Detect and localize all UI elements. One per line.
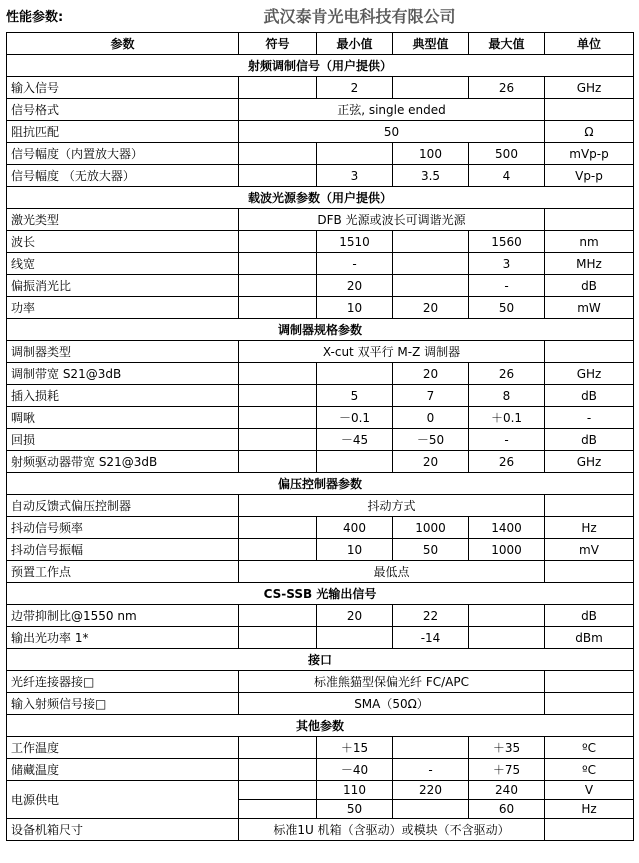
section-label: 射频调制信号（用户提供） <box>7 55 634 77</box>
param-min <box>317 143 393 165</box>
param-symbol <box>239 297 317 319</box>
param-max: 50 <box>469 297 545 319</box>
param-value: 标准熊猫型保偏光纤 FC/APC <box>239 671 545 693</box>
param-min: 400 <box>317 517 393 539</box>
param-min: 5 <box>317 385 393 407</box>
table-row <box>7 165 634 187</box>
param-unit: Hz <box>545 517 634 539</box>
param-unit: dB <box>545 429 634 451</box>
param-max: - <box>469 275 545 297</box>
table-row <box>7 517 634 539</box>
param-unit: mW <box>545 297 634 319</box>
param-typ: 7 <box>393 385 469 407</box>
param-typ: 220 <box>393 781 469 800</box>
section-label: 偏压控制器参数 <box>7 473 634 495</box>
param-label: 光纤连接器接□ <box>7 671 239 693</box>
param-typ <box>393 253 469 275</box>
table-row <box>7 693 634 715</box>
param-typ <box>393 800 469 819</box>
param-symbol <box>239 759 317 781</box>
param-label: 回损 <box>7 429 239 451</box>
table-row <box>7 341 634 363</box>
table-row <box>7 363 634 385</box>
table-section-row <box>7 649 634 671</box>
param-value: X-cut 双平行 M-Z 调制器 <box>239 341 545 363</box>
param-symbol <box>239 627 317 649</box>
param-label: 边带抑制比@1550 nm <box>7 605 239 627</box>
table-row <box>7 737 634 759</box>
param-label: 功率 <box>7 297 239 319</box>
param-label: 激光类型 <box>7 209 239 231</box>
param-label: 信号幅度 （无放大器） <box>7 165 239 187</box>
param-unit: nm <box>545 231 634 253</box>
param-unit <box>545 671 634 693</box>
param-label: 自动反馈式偏压控制器 <box>7 495 239 517</box>
param-max: - <box>469 429 545 451</box>
param-unit: GHz <box>545 451 634 473</box>
param-min: 20 <box>317 605 393 627</box>
param-typ: 3.5 <box>393 165 469 187</box>
table-row <box>7 429 634 451</box>
param-min: ＋15 <box>317 737 393 759</box>
table-row <box>7 77 634 99</box>
param-unit: GHz <box>545 363 634 385</box>
table-row <box>7 143 634 165</box>
param-label: 啁啾 <box>7 407 239 429</box>
param-label: 抖动信号振幅 <box>7 539 239 561</box>
param-unit: mVp-p <box>545 143 634 165</box>
param-label: 射频驱动器带宽 S21@3dB <box>7 451 239 473</box>
param-label: 预置工作点 <box>7 561 239 583</box>
param-typ: 100 <box>393 143 469 165</box>
param-symbol <box>239 451 317 473</box>
param-label: 工作温度 <box>7 737 239 759</box>
param-symbol <box>239 253 317 275</box>
param-value: 正弦, single ended <box>239 99 545 121</box>
param-unit: dBm <box>545 627 634 649</box>
table-section-row <box>7 55 634 77</box>
param-symbol <box>239 143 317 165</box>
param-unit: dB <box>545 275 634 297</box>
param-unit <box>545 693 634 715</box>
param-label: 抖动信号频率 <box>7 517 239 539</box>
param-typ: 0 <box>393 407 469 429</box>
param-label: 偏振消光比 <box>7 275 239 297</box>
column-header-symbol: 符号 <box>239 33 317 55</box>
param-unit: dB <box>545 385 634 407</box>
param-typ <box>393 275 469 297</box>
table-row <box>7 407 634 429</box>
param-min: 3 <box>317 165 393 187</box>
param-min: －45 <box>317 429 393 451</box>
param-label: 输入信号 <box>7 77 239 99</box>
column-header-unit: 单位 <box>545 33 634 55</box>
table-row <box>7 605 634 627</box>
param-unit <box>545 495 634 517</box>
param-max: 4 <box>469 165 545 187</box>
table-row <box>7 451 634 473</box>
param-value: SMA（50Ω） <box>239 693 545 715</box>
param-unit: ºC <box>545 759 634 781</box>
param-typ: 22 <box>393 605 469 627</box>
table-row <box>7 297 634 319</box>
param-typ <box>393 737 469 759</box>
param-typ: －50 <box>393 429 469 451</box>
param-unit <box>545 341 634 363</box>
param-unit <box>545 99 634 121</box>
param-unit: GHz <box>545 77 634 99</box>
param-typ: - <box>393 759 469 781</box>
param-max: 1000 <box>469 539 545 561</box>
param-label: 设备机箱尺寸 <box>7 819 239 841</box>
param-min <box>317 627 393 649</box>
param-label: 输出光功率 1* <box>7 627 239 649</box>
param-label: 信号幅度（内置放大器） <box>7 143 239 165</box>
param-value: DFB 光源或波长可调谐光源 <box>239 209 545 231</box>
table-row <box>7 671 634 693</box>
table-row <box>7 819 634 841</box>
param-value: 最低点 <box>239 561 545 583</box>
table-row <box>7 781 634 800</box>
company-name: 武汉泰肯光电科技有限公司 <box>263 7 456 26</box>
table-row <box>7 209 634 231</box>
param-symbol <box>239 165 317 187</box>
document-header <box>6 4 633 30</box>
param-min: - <box>317 253 393 275</box>
table-row <box>7 539 634 561</box>
param-unit <box>545 819 634 841</box>
table-header-row <box>7 33 634 55</box>
param-max: ＋35 <box>469 737 545 759</box>
param-value: 50 <box>239 121 545 143</box>
param-max: 1400 <box>469 517 545 539</box>
param-symbol <box>239 363 317 385</box>
param-max: 1560 <box>469 231 545 253</box>
section-label: 其他参数 <box>7 715 634 737</box>
param-symbol <box>239 231 317 253</box>
param-value: 标准1U 机箱（含驱动）或模块（不含驱动） <box>239 819 545 841</box>
param-typ: -14 <box>393 627 469 649</box>
param-label: 储藏温度 <box>7 759 239 781</box>
table-row <box>7 231 634 253</box>
column-header-param: 参数 <box>7 33 239 55</box>
param-label: 线宽 <box>7 253 239 275</box>
table-row <box>7 759 634 781</box>
param-typ: 50 <box>393 539 469 561</box>
table-row <box>7 627 634 649</box>
param-min: 110 <box>317 781 393 800</box>
param-unit: MHz <box>545 253 634 275</box>
table-row <box>7 495 634 517</box>
param-label: 波长 <box>7 231 239 253</box>
param-symbol <box>239 539 317 561</box>
table-row <box>7 561 634 583</box>
param-typ: 20 <box>393 451 469 473</box>
param-symbol <box>239 737 317 759</box>
param-max: 26 <box>469 451 545 473</box>
param-label: 阻抗匹配 <box>7 121 239 143</box>
param-symbol <box>239 407 317 429</box>
param-max: 3 <box>469 253 545 275</box>
table-row <box>7 121 634 143</box>
param-max: ＋75 <box>469 759 545 781</box>
param-unit: Hz <box>545 800 634 819</box>
param-unit: V <box>545 781 634 800</box>
page-title: 性能参数: <box>6 10 64 25</box>
param-symbol <box>239 605 317 627</box>
param-unit <box>545 561 634 583</box>
param-min: 10 <box>317 539 393 561</box>
param-symbol <box>239 517 317 539</box>
table-section-row <box>7 473 634 495</box>
column-header-max: 最大值 <box>469 33 545 55</box>
param-label: 调制带宽 S21@3dB <box>7 363 239 385</box>
param-min <box>317 451 393 473</box>
param-max: 240 <box>469 781 545 800</box>
param-max: 26 <box>469 363 545 385</box>
param-label: 电源供电 <box>7 781 239 819</box>
specification-table <box>6 32 634 841</box>
param-min: －0.1 <box>317 407 393 429</box>
param-symbol <box>239 275 317 297</box>
section-label: 载波光源参数（用户提供） <box>7 187 634 209</box>
param-max: 26 <box>469 77 545 99</box>
param-unit: ºC <box>545 737 634 759</box>
param-typ: 20 <box>393 363 469 385</box>
param-unit <box>545 209 634 231</box>
param-min: 10 <box>317 297 393 319</box>
column-header-typ: 典型值 <box>393 33 469 55</box>
table-row <box>7 253 634 275</box>
param-symbol <box>239 429 317 451</box>
param-unit: dB <box>545 605 634 627</box>
table-row <box>7 275 634 297</box>
param-symbol <box>239 385 317 407</box>
param-min: －40 <box>317 759 393 781</box>
param-max: 60 <box>469 800 545 819</box>
column-header-min: 最小值 <box>317 33 393 55</box>
table-body <box>7 55 634 841</box>
param-symbol <box>239 77 317 99</box>
param-value: 抖动方式 <box>239 495 545 517</box>
param-typ: 20 <box>393 297 469 319</box>
section-label: 接口 <box>7 649 634 671</box>
param-max: 500 <box>469 143 545 165</box>
param-unit: mV <box>545 539 634 561</box>
section-label: 调制器规格参数 <box>7 319 634 341</box>
table-section-row <box>7 187 634 209</box>
param-max: ＋0.1 <box>469 407 545 429</box>
param-typ: 1000 <box>393 517 469 539</box>
param-typ <box>393 231 469 253</box>
param-max <box>469 605 545 627</box>
param-label: 输入射频信号接□ <box>7 693 239 715</box>
param-typ <box>393 77 469 99</box>
table-section-row <box>7 715 634 737</box>
table-row <box>7 385 634 407</box>
param-min: 20 <box>317 275 393 297</box>
param-label: 信号格式 <box>7 99 239 121</box>
param-max <box>469 627 545 649</box>
param-min: 50 <box>317 800 393 819</box>
table-section-row <box>7 319 634 341</box>
section-label: CS-SSB 光输出信号 <box>7 583 634 605</box>
param-symbol <box>239 800 317 819</box>
param-max: 8 <box>469 385 545 407</box>
param-min: 1510 <box>317 231 393 253</box>
param-min <box>317 363 393 385</box>
param-unit: - <box>545 407 634 429</box>
param-label: 调制器类型 <box>7 341 239 363</box>
param-unit: Vp-p <box>545 165 634 187</box>
param-symbol <box>239 781 317 800</box>
param-label: 插入损耗 <box>7 385 239 407</box>
table-section-row <box>7 583 634 605</box>
param-min: 2 <box>317 77 393 99</box>
table-row <box>7 99 634 121</box>
param-unit: Ω <box>545 121 634 143</box>
